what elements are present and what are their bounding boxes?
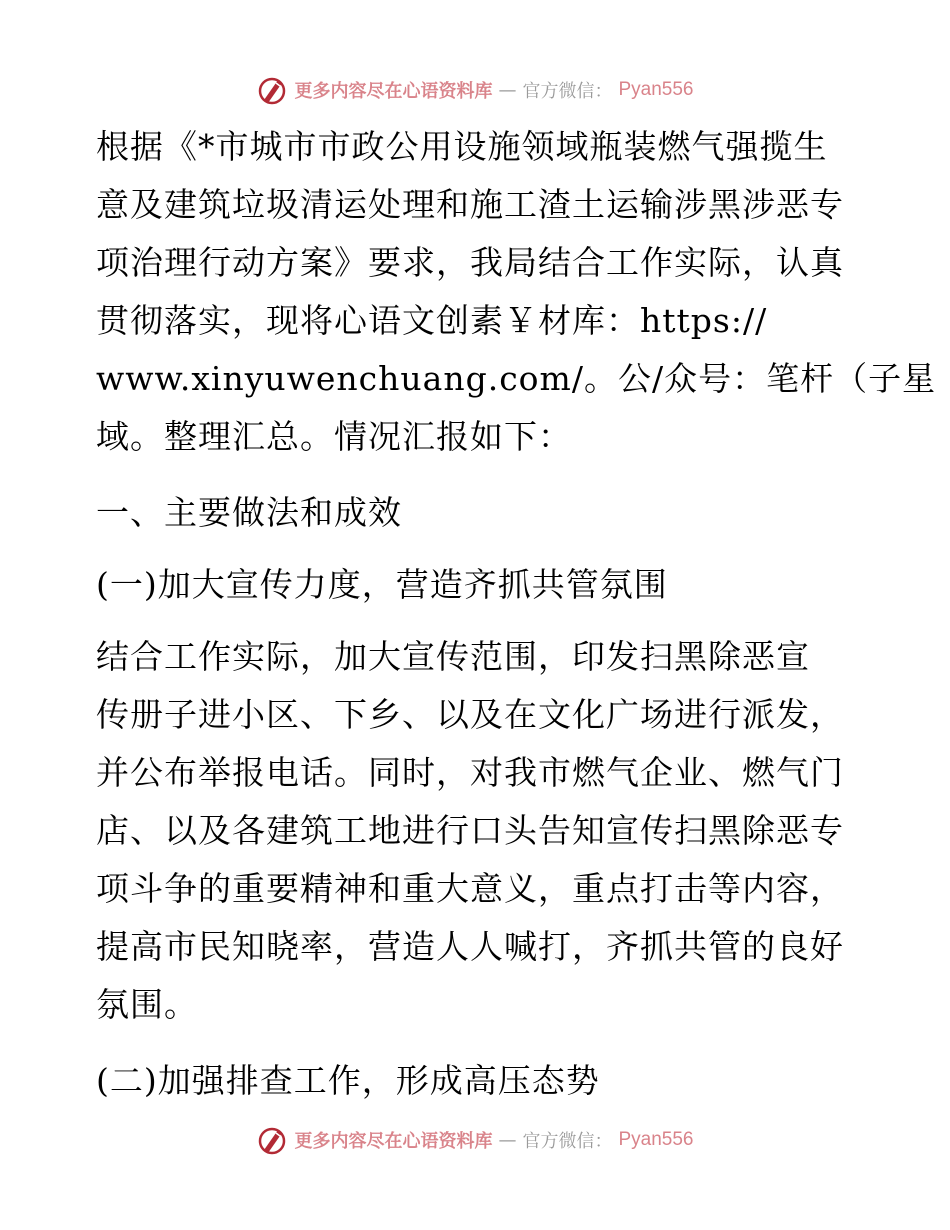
- intro-line: www.xinyuwenchuang.com/。公/众号：笔杆（子星: [96, 359, 937, 398]
- section-1-title: 一、主要做法和成效: [96, 493, 402, 532]
- document-body: [96, 118, 937, 1110]
- banner-main-text: 更多内容尽在心语资料库: [294, 81, 493, 102]
- paragraph-line: 项斗争的重要精神和重大意义，重点打击等内容，: [96, 869, 844, 908]
- paragraph-line: 传册子进小区、下乡、以及在文化广场进行派发，: [96, 695, 844, 734]
- pen-logo-icon: [256, 74, 288, 106]
- intro-line: 根据《*市城市市政公用设施领域瓶装燃气强揽生: [96, 127, 828, 166]
- banner-separator: —: [498, 79, 517, 101]
- pen-logo-icon: [256, 1124, 288, 1156]
- paragraph-line: 并公布举报电话。同时，对我市燃气企业、燃气门: [96, 753, 844, 792]
- header-watermark-banner: [0, 70, 950, 110]
- intro-line: 项治理行动方案》要求，我局结合工作实际，认真: [96, 243, 844, 282]
- subsection-1-title: (一)加大宣传力度，营造齐抓共管氛围: [96, 565, 668, 604]
- footer-watermark-banner: [0, 1120, 950, 1160]
- banner-wechat-label: 官方微信：: [522, 1131, 613, 1152]
- banner-wechat-label: 官方微信：: [522, 81, 613, 102]
- banner-main-text: 更多内容尽在心语资料库: [294, 1131, 493, 1152]
- paragraph-line: 结合工作实际，加大宣传范围，印发扫黑除恶宣: [96, 637, 810, 676]
- paragraph-line: 提高市民知晓率，营造人人喊打，齐抓共管的良好: [96, 927, 844, 966]
- intro-paragraph: [96, 118, 937, 466]
- paragraph-line: 氛围。: [96, 985, 198, 1024]
- banner-separator: —: [498, 1129, 517, 1151]
- subsection-2-title: (二)加强排查工作，形成高压态势: [96, 1061, 600, 1100]
- banner-wechat-id: Pyan556: [618, 1129, 694, 1150]
- paragraph-1: [96, 628, 856, 1034]
- banner-wechat-id: Pyan556: [618, 79, 694, 100]
- paragraph-line: 店、以及各建筑工地进行口头告知宣传扫黑除恶专: [96, 811, 844, 850]
- intro-line: 域。整理汇总。情况汇报如下：: [96, 417, 572, 456]
- intro-line: 意及建筑垃圾清运处理和施工渣土运输涉黑涉恶专: [96, 185, 844, 224]
- intro-line: 贯彻落实，现将心语文创素￥材库：https://: [96, 301, 768, 340]
